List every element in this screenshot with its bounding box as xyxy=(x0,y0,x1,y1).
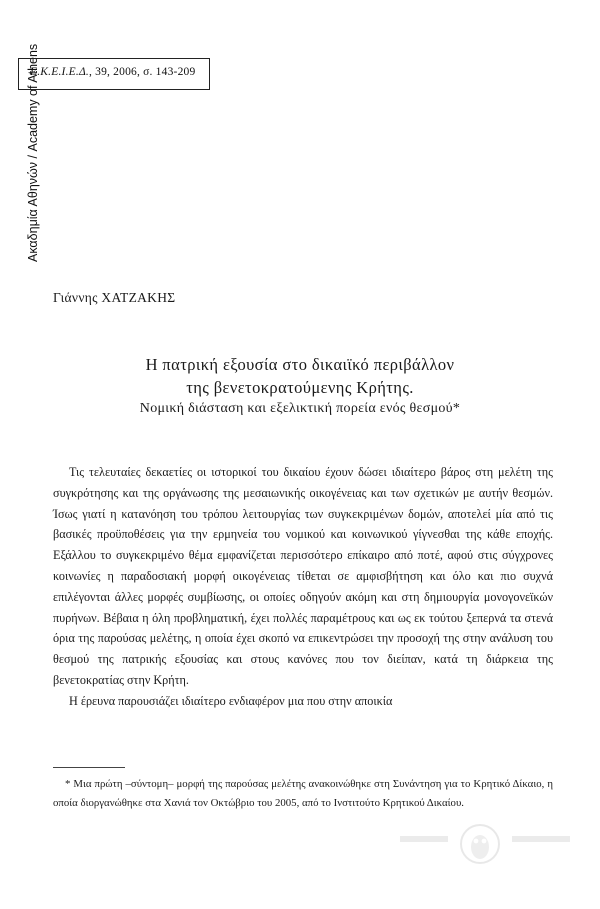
journal-abbreviation: Ε.Κ.Ε.Ι.Ε.Δ. xyxy=(30,66,89,78)
article-body xyxy=(53,462,553,712)
owl-seal-icon xyxy=(398,822,578,868)
body-paragraph-1: Τις τελευταίες δεκαετίες οι ιστορικοί του δικαίου έχουν δώσει ιδιαίτερο βάρος στη μελέτη της συγκρότησης και της οργάνωσης της μεσαιωνικής οικογένειας και των σχετικών με αυτήν θεσμών. Ίσως γιατί η κατανόηση του τρόπου λειτουργίας των συγκεκριμένων δομών, αποτελεί μία από τις βασικές προϋποθέσεις για την ερμηνεία του νομικού και κοινωνικού γίγνεσθαι της κάθε εποχής. Εξάλλου το συγκεκριμένο θέμα εμφανίζεται περισσότερο επίκαιρο από ποτέ, αφού στις σύγχρονες κοινωνίες η παραδοσιακή μορφή οικογένειας τίθεται σε αμφισβήτηση και όλο και πιο συχνά επιλέγονται άλλες μορφές συμβίωσης, οι οποίες οδηγούν ακόμη και στη δημιουργία μονογονεϊκών πυρήνων. Βέβαια η όλη προβληματική, έχει πολλές παραμέτρους και ως εκ τούτου ξεπερνά τα στενά όρια της παρούσας μελέτης, η οποία έχει σκοπό να επικεντρώσει την προσοχή της στην ανάλυση του θεσμού της πατρικής εξουσίας και στους κανόνες που τον διείπαν, κατά τη διάρκεια της βενετοκρατίας στην Κρήτη. xyxy=(53,465,553,687)
footnote-rule xyxy=(53,767,125,768)
footnote-text: * Μια πρώτη –σύντομη– μορφή της παρούσας μελέτης ανακοινώθηκε στη Συνάντηση για το Κρητικό Δίκαιο, η οποία διοργανώθηκε στα Χανιά τον Οκτώβριο του 2005, από το Ινστιτούτο Κρητικού Δικαίου. xyxy=(53,778,553,809)
author-name: Γιάννης ΧΑΤΖΑΚΗΣ xyxy=(53,290,176,305)
article-subtitle: Νομική διάσταση και εξελικτική πορεία ενός θεσμού* xyxy=(139,401,461,416)
article-title-line-1: Η πατρική εξουσία στο δικαιϊκό περιβάλλον xyxy=(145,355,455,374)
journal-citation xyxy=(30,66,195,78)
body-paragraph-2: Η έρευνα παρουσιάζει ιδιαίτερο ενδιαφέρον μια που στην αποικία xyxy=(69,693,393,708)
footnote xyxy=(53,775,553,812)
academy-watermark-logo xyxy=(398,822,578,868)
archive-stamp: Ακαδημία Αθηνών / Academy of Athens xyxy=(26,43,40,262)
citation-volume-pages: , 39, 2006, σ. 143-209 xyxy=(88,66,196,78)
article-title-line-2: της βενετοκρατούμενης Κρήτης. xyxy=(186,378,414,397)
